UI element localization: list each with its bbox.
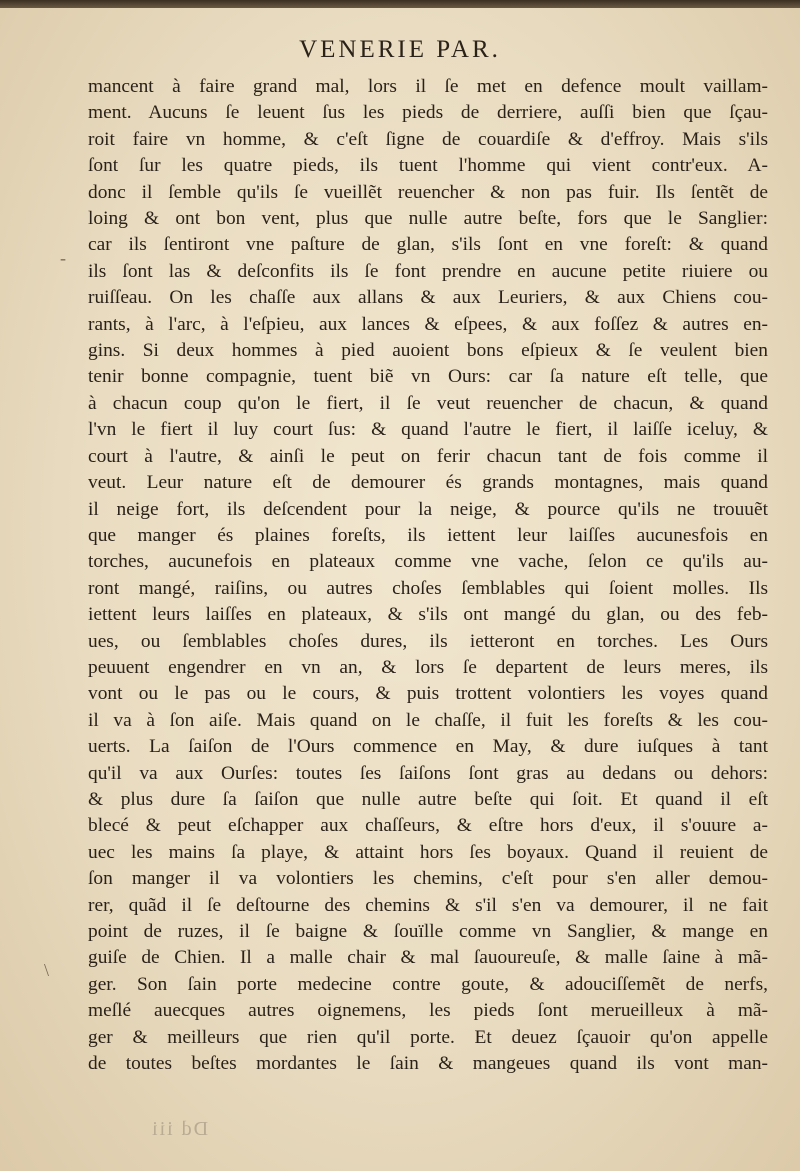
text-line: car ils ſentiront vne paſture de glan, s'ils ſont en vne foreſt: & quand (88, 234, 768, 256)
text-line: à chacun coup qu'on le fiert, il ſe veut reuencher de chacun, & quand (88, 392, 768, 414)
text-line: peuuent engendrer en vn an, & lors ſe departent de leurs meres, ils (88, 656, 768, 678)
text-line: gins. Si deux hommes à pied auoient bons eſpieux & ſe veulent bien (88, 340, 768, 362)
text-line: que manger és plaines foreſts, ils iettent leur laiſſes aucunesfois en (88, 524, 768, 546)
text-line: ſont ſur les quatre pieds, ils tuent l'homme qui vient contr'eux. A- (88, 155, 768, 177)
text-line: ger. Son ſain porte medecine contre goute, & adouciſſemẽt de nerfs, (88, 973, 768, 995)
text-line: & plus dure ſa ſaiſon que nulle autre beſte qui ſoit. Et quand il eſt (88, 788, 768, 810)
text-line: loing & ont bon vent, plus que nulle autre beſte, fors que le Sanglier: (88, 208, 768, 230)
text-line: il neige fort, ils deſcendent pour la neige, & pource qu'ils ne trouuẽt (88, 498, 768, 520)
text-line: qu'il va aux Ourſes: toutes ſes ſaiſons ſont gras au dedans ou dehors: (88, 762, 768, 784)
text-line: tenir bonne compagnie, tuent biẽ vn Ours: car ſa nature eſt telle, que (88, 366, 768, 388)
text-line: ruiſſeau. On les chaſſe aux allans & aux Leuriers, & aux Chiens cou- (88, 287, 768, 309)
text-line: guiſe de Chien. Il a malle chair & mal ſauoureuſe, & malle ſaine à mã- (88, 947, 768, 969)
text-line: roit faire vn homme, & c'eſt ſigne de couardiſe & d'effroy. Mais s'ils (88, 128, 768, 150)
text-line: ues, ou ſemblables choſes dures, ils ietteront en torches. Les Ours (88, 630, 768, 652)
text-line: meſlé auecques autres oignemens, les pieds ſont merueilleux à mã- (88, 1000, 768, 1022)
text-line: veut. Leur nature eſt de demourer és grands montagnes, mais quand (88, 472, 768, 494)
text-line: rer, quãd il ſe deſtourne des chemins & s'il s'en va demourer, il ne fait (88, 894, 768, 916)
text-line: point de ruzes, il ſe baigne & ſouïlle comme vn Sanglier, & mange en (88, 921, 768, 942)
text-line: ſon manger il va volontiers les chemins, c'eſt pour s'en aller demou- (88, 868, 768, 890)
text-line: uec les mains ſa playe, & attaint hors ſes boyaux. Quand il reuient de (88, 841, 768, 863)
text-line: blecé & peut eſchapper aux chaſſeurs, & eſtre hors d'eux, il s'ouure a- (88, 815, 768, 837)
text-line: ront mangé, raiſins, ou autres choſes ſemblables qui ſoient molles. Ils (88, 577, 768, 599)
show-through-signature: Dd iii (150, 1118, 209, 1140)
running-head: VENERIE PAR. (299, 36, 501, 63)
text-line: uerts. La ſaiſon de l'Ours commence en May, & dure iuſques à tant (88, 736, 768, 758)
text-line: iettent leurs laiſſes en plateaux, & s'ils ont mangé du glan, ou des feb- (88, 604, 768, 626)
margin-dash: - (60, 248, 66, 268)
text-line: rants, à l'arc, à l'eſpieu, aux lances & eſpees, & aux foſſez & autres en- (88, 313, 768, 335)
text-line: ment. Aucuns ſe leuent ſus les pieds de derriere, auſſi bien que ſçau- (88, 102, 768, 124)
text-line: l'vn le fiert il luy court ſus: & quand l'autre le fiert, il laiſſe iceluy, & (88, 419, 768, 441)
body-text (88, 74, 768, 1077)
text-line: torches, aucunefois en plateaux comme vne vache, ſelon ce qu'ils au- (88, 551, 768, 573)
text-line: de toutes beſtes mordantes le ſain & mangeues quand ils vont man- (88, 1053, 768, 1075)
page-top-edge (0, 0, 800, 8)
text-line: court à l'autre, & ainſi le peut on ferir chacun tant de fois comme il (88, 445, 768, 467)
text-line: vont ou le pas ou le cours, & puis trottent volontiers les voyes quand (88, 683, 768, 705)
text-line: ils ſont las & deſconfits ils ſe font prendre en aucune petite riuiere ou (88, 260, 768, 282)
text-line: mancent à faire grand mal, lors il ſe met en defence moult vaillam- (88, 76, 768, 97)
text-line: ger & meilleurs que rien qu'il porte. Et deuez ſçauoir qu'on appelle (88, 1026, 768, 1048)
margin-mark: \ (44, 960, 50, 980)
text-line: donc il ſemble qu'ils ſe vueillẽt reuencher & non pas fuir. Ils ſentẽt de (88, 181, 768, 203)
text-line: il va à ſon aiſe. Mais quand on le chaſſe, il fuit les foreſts & les cou- (88, 709, 768, 731)
